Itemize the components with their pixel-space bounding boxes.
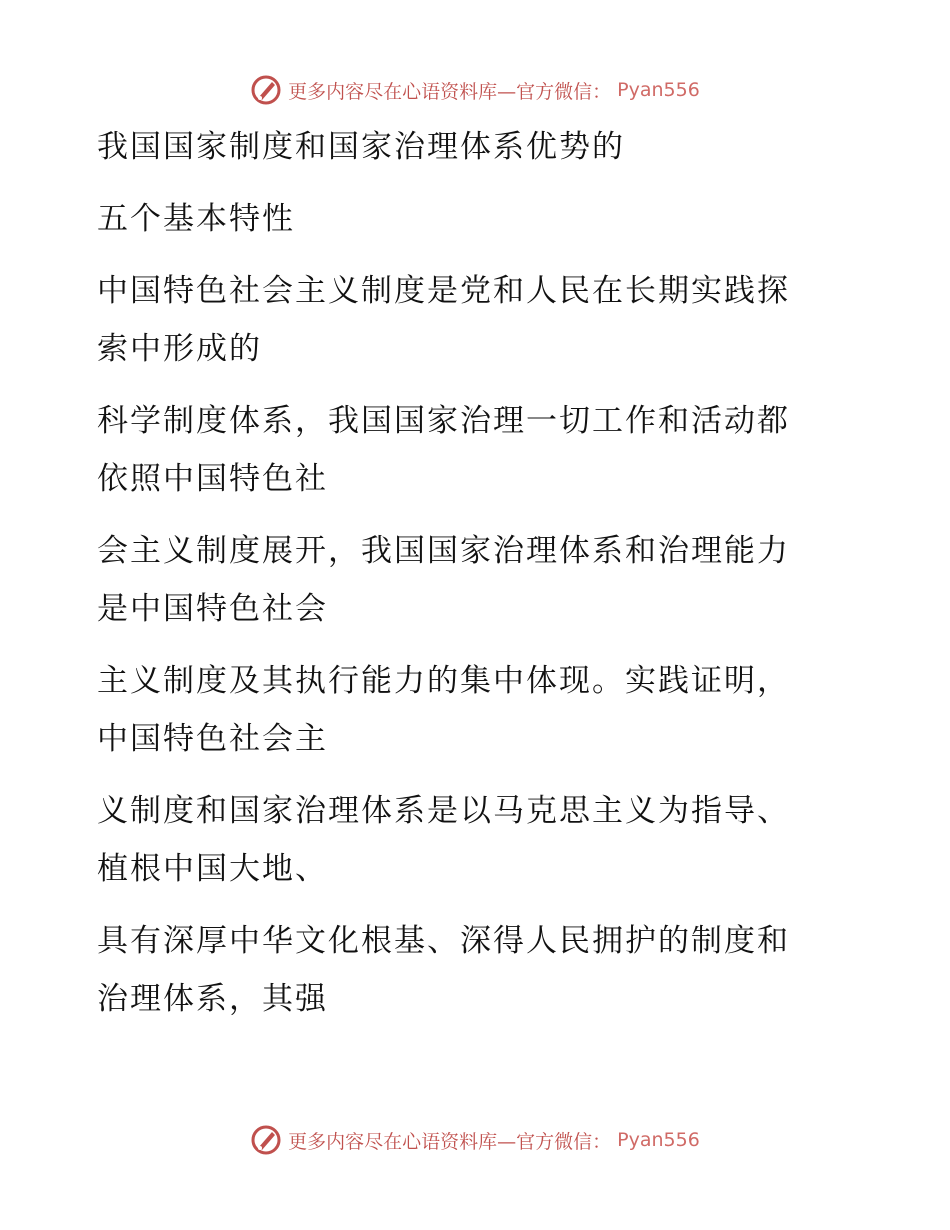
header-watermark [0, 74, 950, 106]
paragraph-line: 科学制度体系，我国国家治理一切工作和活动都 [97, 403, 790, 439]
paragraph-line: 具有深厚中华文化根基、深得人民拥护的制度和 [97, 923, 790, 959]
paragraph-line: 中国特色社会主义制度是党和人民在长期实践探 [97, 273, 790, 309]
paragraph-line: 索中形成的 [97, 331, 262, 367]
paragraph-line: 是中国特色社会 [97, 591, 328, 627]
watermark-text: 更多内容尽在心语资料库—官方微信： [288, 1130, 612, 1153]
paragraph-line: 义制度和国家治理体系是以马克思主义为指导、 [97, 793, 790, 829]
document-title-line-1: 我国国家制度和国家治理体系优势的 [97, 129, 625, 165]
red-pen-circle-logo-icon [250, 74, 282, 106]
paragraph-line: 中国特色社会主 [97, 721, 328, 757]
paragraph-line: 植根中国大地、 [97, 851, 328, 887]
paragraph-line: 依照中国特色社 [97, 461, 328, 497]
paragraph-line: 治理体系，其强 [97, 981, 328, 1017]
watermark-wechat-id: Pyan556 [617, 79, 700, 101]
paragraph-line: 主义制度及其执行能力的集中体现。实践证明， [97, 663, 790, 699]
document-title-line-2: 五个基本特性 [97, 201, 295, 237]
document-body [97, 124, 832, 1034]
watermark-wechat-id: Pyan556 [617, 1129, 700, 1151]
watermark-text: 更多内容尽在心语资料库—官方微信： [288, 80, 612, 103]
footer-watermark [0, 1124, 950, 1156]
red-pen-circle-logo-icon [250, 1124, 282, 1156]
paragraph-line: 会主义制度展开，我国国家治理体系和治理能力 [97, 533, 790, 569]
